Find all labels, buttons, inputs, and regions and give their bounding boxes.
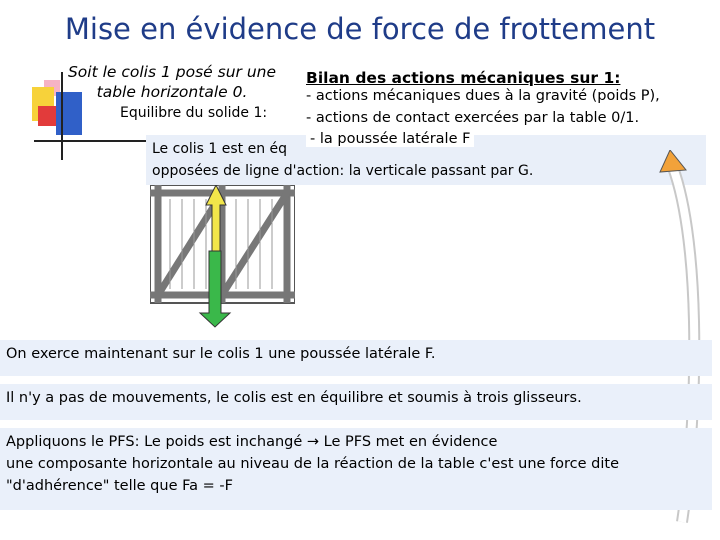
bilan-item-gravity: - actions mécaniques dues à la gravité (poids P), [306,88,660,104]
implies-arrow-icon: → [306,434,320,450]
block-4-line-1: Appliquons le PFS: Le poids est inchangé → Le PFS met en évidence [6,434,498,450]
box-1-line-2: opposées de ligne d'action: la verticale passant par G. [152,163,534,179]
equilibre-label: Equilibre du solide 1: [120,105,268,121]
block-lateral-push: On exerce maintenant sur le colis 1 une poussée latérale F. [0,340,712,376]
block-4-line-3: "d'adhérence" telle que Fa = -F [6,478,233,494]
block-equilibrium-three-forces: Il n'y a pas de mouvements, le colis est en équilibre et soumis à trois glisseurs. [0,384,712,420]
bilan-title: Bilan des actions mécaniques sur 1: [306,69,621,87]
intro-line-1: Soit le colis 1 posé sur une [67,63,277,81]
slide-title: Mise en évidence de force de frottement [64,12,656,46]
box-1-line-1: Le colis 1 est en éq [152,141,288,157]
bilan-item-contact: - actions de contact exercées par la table 0/1. [306,110,640,126]
bilan-item-lateral-push: - la poussée latérale F [306,131,474,147]
curved-arrow-head-icon [660,150,686,172]
block-4-line-2: une composante horizontale au niveau de la réaction de la table c'est une force dite [6,456,619,472]
block-pfs-explanation [0,428,712,510]
crate-illustration [150,185,295,335]
intro-line-2: table horizontale 0. [96,83,248,101]
intro-text [36,62,308,102]
